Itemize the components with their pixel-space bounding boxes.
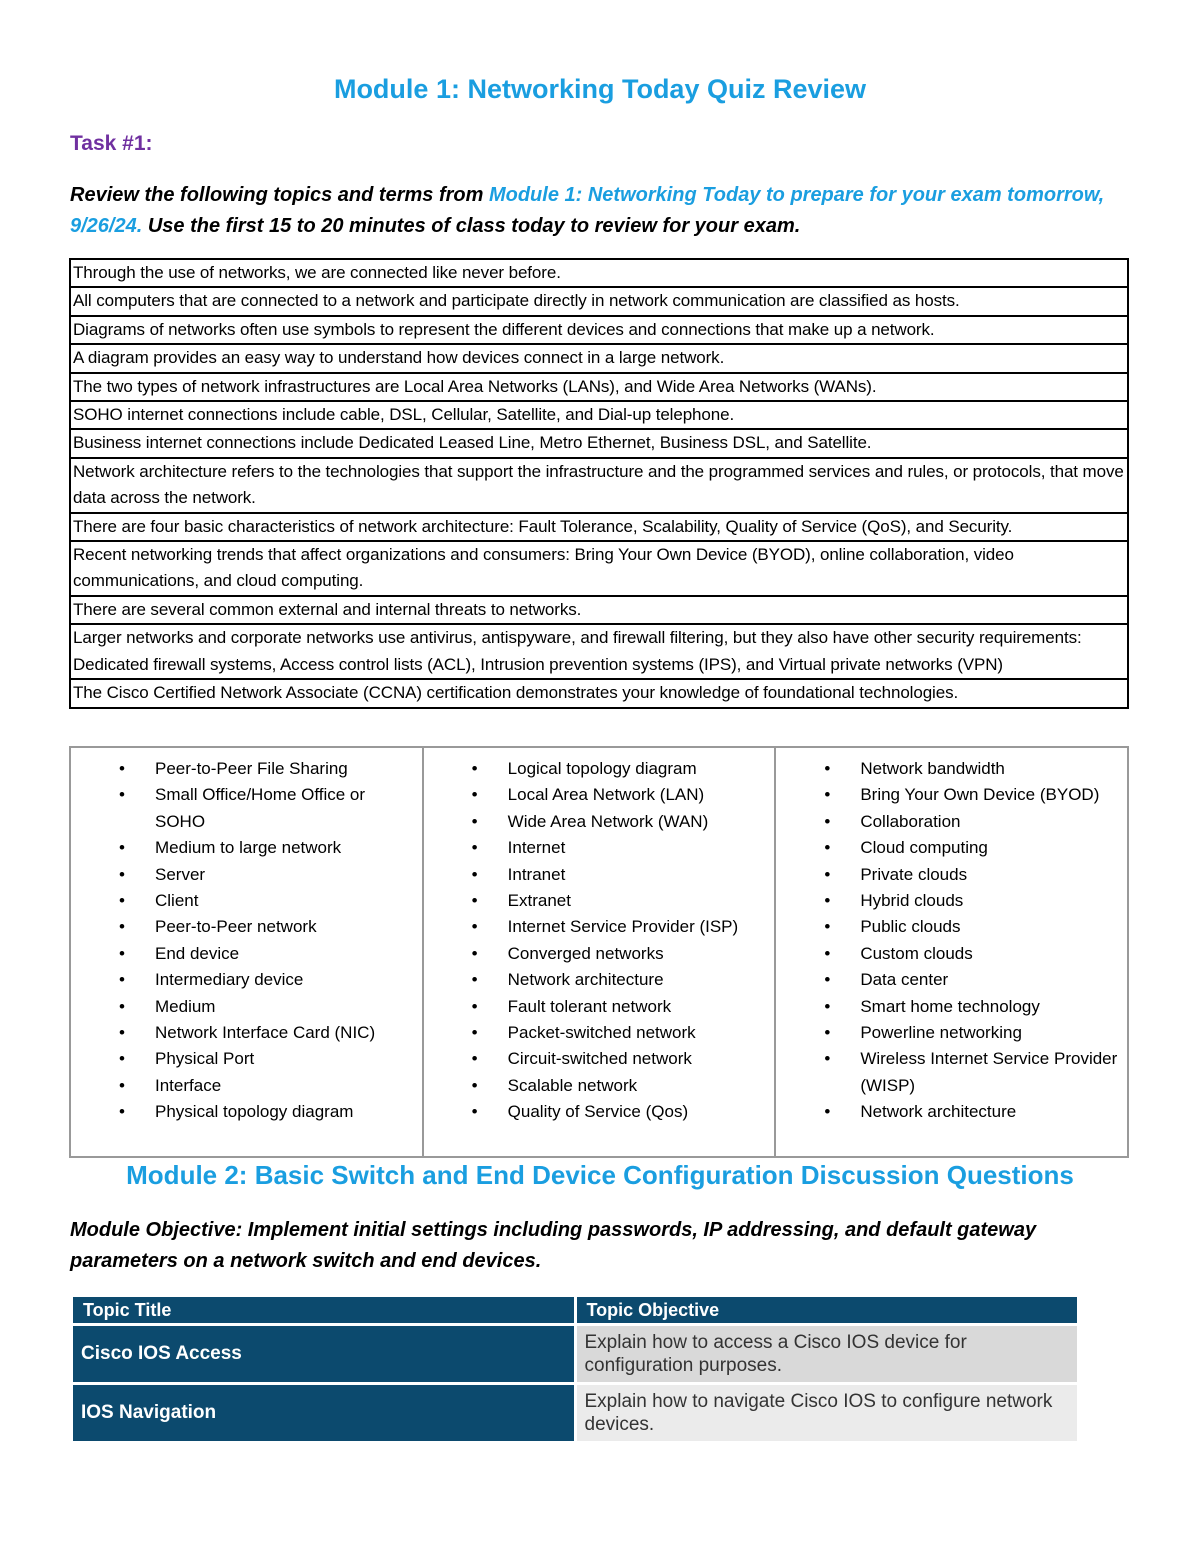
topic-title-cell: Cisco IOS Access — [73, 1326, 574, 1382]
list-item: • Logical topology diagram — [424, 756, 775, 782]
list-item: • Peer-to-Peer File Sharing — [71, 756, 422, 782]
list-item: • Data center — [776, 967, 1127, 993]
table-row — [73, 1385, 1077, 1441]
list-item: • Small Office/Home Office or SOHO — [71, 782, 422, 835]
terms-column-2 — [423, 747, 776, 1157]
list-item: • Collaboration — [776, 809, 1127, 835]
terms-column-3 — [775, 747, 1128, 1157]
list-item: • Public clouds — [776, 914, 1127, 940]
terms-list-1 — [71, 756, 422, 1126]
table-row — [70, 541, 1128, 596]
module1-title: Module 1: Networking Today Quiz Review — [333, 74, 867, 104]
intro-text-highlight: Module 1: Networking Today to prepare for your exam tomorrow, 9/26/24. — [70, 184, 1105, 237]
table-row — [70, 316, 1128, 344]
table-row — [70, 259, 1128, 287]
fact-cell: SOHO internet connections include cable, DSL, Cellular, Satellite, and Dial-up telephone. — [70, 401, 1128, 429]
table-row — [70, 344, 1128, 372]
list-item: • Custom clouds — [776, 941, 1127, 967]
list-item: • Internet — [424, 835, 775, 861]
list-item: • Circuit-switched network — [424, 1046, 775, 1072]
topic-objective-cell: Explain how to navigate Cisco IOS to configure network devices. — [577, 1385, 1078, 1441]
fact-cell: There are four basic characteristics of network architecture: Fault Tolerance, Scalability, Quality of Service (QoS), and Security. — [70, 513, 1128, 541]
list-item: • Private clouds — [776, 862, 1127, 888]
topic-title-header: Topic Title — [73, 1297, 574, 1323]
topic-objective-header: Topic Objective — [577, 1297, 1078, 1323]
fact-cell: There are several common external and internal threats to networks. — [70, 596, 1128, 624]
list-item: • Network architecture — [776, 1099, 1127, 1125]
table-row — [70, 401, 1128, 429]
list-item: • Wide Area Network (WAN) — [424, 809, 775, 835]
list-item: • End device — [71, 941, 422, 967]
topic-title-cell: IOS Navigation — [73, 1385, 574, 1441]
list-item: • Peer-to-Peer network — [71, 914, 422, 940]
module1-intro — [70, 180, 1130, 242]
table-row — [70, 679, 1128, 707]
list-item: • Intranet — [424, 862, 775, 888]
terms-list-3 — [776, 756, 1127, 1126]
topics-table — [70, 1294, 1080, 1444]
fact-cell: All computers that are connected to a network and participate directly in network communication are classified as hosts. — [70, 287, 1128, 315]
list-item: • Scalable network — [424, 1073, 775, 1099]
list-item: • Interface — [71, 1073, 422, 1099]
intro-text-3: Use the first 15 to 20 minutes of class today to review for your exam. — [142, 215, 801, 237]
list-item: • Intermediary device — [71, 967, 422, 993]
terms-row — [70, 747, 1128, 1157]
terms-list-2 — [424, 756, 775, 1126]
list-item: • Hybrid clouds — [776, 888, 1127, 914]
table-row — [70, 373, 1128, 401]
fact-cell: The two types of network infrastructures are Local Area Networks (LANs), and Wide Area Networks (WANs). — [70, 373, 1128, 401]
table-row — [70, 458, 1128, 513]
fact-cell: A diagram provides an easy way to understand how devices connect in a large network. — [70, 344, 1128, 372]
fact-cell: Network architecture refers to the technologies that support the infrastructure and the programmed services and rules, or protocols, that move data across the network. — [70, 458, 1128, 513]
list-item: • Physical topology diagram — [71, 1099, 422, 1125]
list-item: • Network architecture — [424, 967, 775, 993]
table-row — [70, 429, 1128, 457]
module2-title: Module 2: Basic Switch and End Device Configuration Discussion Questions — [126, 1160, 1074, 1190]
list-item: • Converged networks — [424, 941, 775, 967]
list-item: • Smart home technology — [776, 994, 1127, 1020]
list-item: • Local Area Network (LAN) — [424, 782, 775, 808]
fact-cell: Diagrams of networks often use symbols to represent the different devices and connections that make up a network. — [70, 316, 1128, 344]
terms-table — [69, 746, 1129, 1158]
intro-text-1: Review the following topics and terms from — [70, 184, 489, 206]
list-item: • Internet Service Provider (ISP) — [424, 914, 775, 940]
list-item: • Client — [71, 888, 422, 914]
topic-objective-cell: Explain how to access a Cisco IOS device for configuration purposes. — [577, 1326, 1078, 1382]
list-item: • Medium to large network — [71, 835, 422, 861]
list-item: • Network bandwidth — [776, 756, 1127, 782]
table-row — [70, 513, 1128, 541]
table-row — [70, 624, 1128, 679]
table-row — [73, 1326, 1077, 1382]
list-item: • Packet-switched network — [424, 1020, 775, 1046]
list-item: • Physical Port — [71, 1046, 422, 1072]
list-item: • Fault tolerant network — [424, 994, 775, 1020]
list-item: • Server — [71, 862, 422, 888]
table-row — [70, 287, 1128, 315]
topics-header-row — [73, 1297, 1077, 1323]
table-row — [70, 596, 1128, 624]
list-item: • Extranet — [424, 888, 775, 914]
fact-cell: Larger networks and corporate networks use antivirus, antispyware, and firewall filtering, but they also have other security requirements: Dedicated firewall systems, Access control lists (ACL), Intrusion prevention systems (IPS), and Virtual private networks (VPN) — [70, 624, 1128, 679]
list-item: • Powerline networking — [776, 1020, 1127, 1046]
fact-cell: Business internet connections include Dedicated Leased Line, Metro Ethernet, Business DSL, and Satellite. — [70, 429, 1128, 457]
task-label: Task #1: — [70, 132, 153, 155]
fact-cell: Recent networking trends that affect organizations and consumers: Bring Your Own Device (BYOD), online collaboration, video communications, and cloud computing. — [70, 541, 1128, 596]
list-item: • Cloud computing — [776, 835, 1127, 861]
module2-objective: Module Objective: Implement initial settings including passwords, IP addressing, and default gateway parameters on a network switch and end devices. — [70, 1219, 1037, 1272]
fact-cell: The Cisco Certified Network Associate (CCNA) certification demonstrates your knowledge of foundational technologies. — [70, 679, 1128, 707]
fact-cell: Through the use of networks, we are connected like never before. — [70, 259, 1128, 287]
facts-table — [69, 258, 1129, 709]
list-item: • Network Interface Card (NIC) — [71, 1020, 422, 1046]
list-item: • Bring Your Own Device (BYOD) — [776, 782, 1127, 808]
list-item: • Wireless Internet Service Provider (WISP) — [776, 1046, 1127, 1099]
list-item: • Medium — [71, 994, 422, 1020]
terms-column-1 — [70, 747, 423, 1157]
list-item: • Quality of Service (Qos) — [424, 1099, 775, 1125]
